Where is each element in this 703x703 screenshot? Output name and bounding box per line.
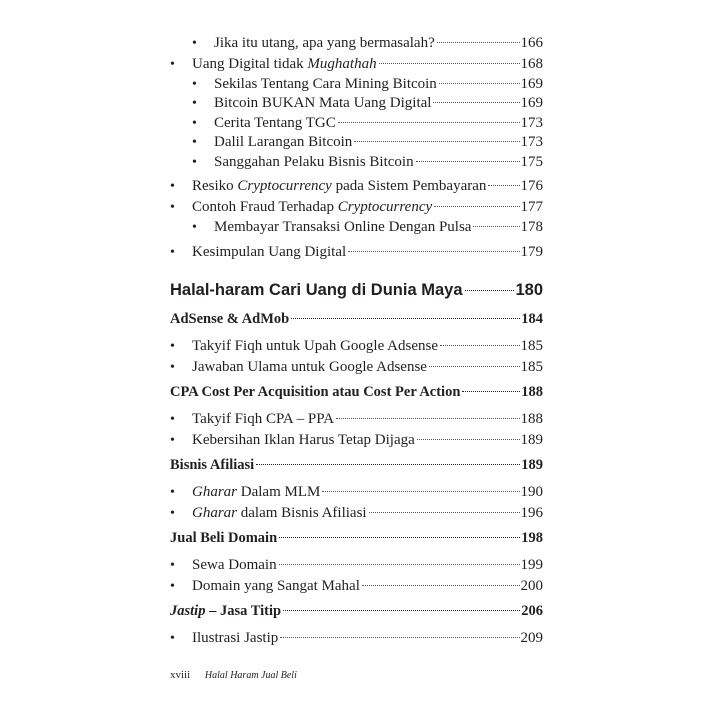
toc-entry-title — [170, 279, 463, 301]
toc-entry-title — [192, 197, 432, 217]
toc-title-segment: Gharar — [192, 483, 238, 500]
dot-leader — [416, 161, 520, 162]
toc-title-segment: – Jasa Titip — [205, 602, 282, 619]
toc-item — [170, 176, 543, 197]
dot-leader — [362, 585, 520, 586]
toc-title-segment: CPA Cost Per Acquisition atau Cost Per Action — [170, 383, 461, 400]
toc-title-segment: Cryptocurrency — [237, 178, 332, 194]
toc-item — [170, 555, 543, 576]
toc-entry-title — [170, 309, 289, 329]
toc-page-number: 185 — [520, 337, 543, 354]
toc-title-segment: Dalil Larangan Bitcoin — [214, 134, 353, 150]
toc-page-number: 173 — [520, 134, 543, 150]
bullet-icon — [170, 503, 192, 524]
toc-entry-title — [192, 357, 427, 377]
toc-page-number: 179 — [520, 243, 543, 260]
toc-title-segment: Dalam MLM — [237, 483, 321, 500]
dot-leader — [348, 251, 519, 252]
bullet-icon — [170, 114, 214, 134]
dot-leader — [439, 83, 520, 84]
toc-item — [170, 482, 543, 503]
toc-item — [170, 54, 543, 75]
toc-subitem — [170, 114, 543, 134]
toc-item — [170, 628, 543, 649]
bullet-icon — [170, 555, 192, 576]
toc-page-number: 169 — [520, 95, 543, 111]
toc-page-number: 200 — [520, 577, 543, 594]
toc-title-segment: Cerita Tentang TGC — [214, 114, 336, 131]
toc-entry-title — [192, 503, 367, 523]
toc-title-segment: Ilustrasi Jastip — [192, 629, 279, 646]
dot-leader — [437, 42, 520, 43]
toc-item — [170, 357, 543, 378]
dot-leader — [279, 537, 520, 538]
toc-entry-title — [214, 133, 352, 153]
toc-title-segment: Gharar — [192, 504, 238, 521]
toc-subitem — [170, 133, 543, 153]
bullet-icon — [170, 336, 192, 357]
toc-entry-title — [214, 94, 431, 114]
toc-page-number: 199 — [520, 556, 543, 573]
toc-item — [170, 197, 543, 218]
toc-subitem — [170, 75, 543, 95]
page-number: xviii — [170, 669, 191, 681]
toc-page-number: 180 — [515, 280, 543, 299]
bullet-icon — [170, 576, 192, 597]
toc-section — [170, 309, 543, 329]
toc-page-number: 188 — [520, 410, 543, 427]
toc-entry-title — [214, 153, 414, 173]
dot-leader — [488, 185, 519, 186]
toc-item — [170, 576, 543, 597]
toc-entry-title — [192, 555, 277, 575]
toc-title-segment: Jawaban Ulama untuk Google Adsense — [192, 358, 427, 375]
toc-page-number: 190 — [520, 483, 543, 500]
toc-entry-title — [192, 628, 278, 648]
toc-title-segment: Jastip — [170, 602, 206, 619]
bullet-icon — [170, 482, 192, 503]
toc-section — [170, 382, 543, 402]
dot-leader — [338, 122, 520, 123]
bullet-icon — [170, 242, 192, 263]
toc-page-number: 173 — [520, 114, 543, 131]
toc-entry-title — [192, 336, 438, 356]
bullet-icon — [170, 54, 192, 75]
toc-entry-title — [192, 409, 334, 429]
toc-entry-title — [170, 601, 281, 621]
bullet-icon — [170, 176, 192, 197]
toc-title-segment: Membayar Transaksi Online Dengan Pulsa — [214, 219, 472, 235]
toc-title-segment: Jual Beli Domain — [170, 529, 278, 546]
toc-entry-title — [192, 54, 377, 74]
toc-entry-title — [170, 455, 254, 475]
bullet-icon — [170, 75, 214, 95]
dot-leader — [429, 366, 520, 367]
bullet-icon — [170, 218, 214, 238]
toc-page-number: 198 — [521, 529, 543, 546]
toc-title-segment: Takyif Fiqh untuk Upah Google Adsense — [192, 337, 439, 354]
toc-page-number: 176 — [520, 178, 543, 194]
bullet-icon — [170, 34, 214, 54]
dot-leader — [354, 141, 519, 142]
toc-page-number: 189 — [520, 431, 543, 448]
toc-entry-title — [192, 176, 486, 196]
toc-title-segment: Halal-haram Cari Uang di Dunia Maya — [170, 280, 463, 299]
toc-subitem — [170, 153, 543, 173]
toc-page-number: 184 — [521, 310, 543, 327]
toc-title-segment: Sanggahan Pelaku Bisnis Bitcoin — [214, 153, 414, 170]
toc-subitem — [170, 34, 543, 54]
dot-leader — [280, 637, 519, 638]
toc-title-segment: Sekilas Tentang Cara Mining Bitcoin — [214, 75, 437, 92]
toc-title-segment: pada Sistem Pembayaran — [331, 178, 487, 194]
dot-leader — [283, 610, 520, 611]
toc-subitem — [170, 94, 543, 114]
toc-title-segment: Uang Digital tidak — [192, 55, 308, 72]
toc-page-number: 196 — [520, 504, 543, 521]
toc-title-segment: Domain yang Sangat Mahal — [192, 577, 360, 594]
toc-entry-title — [214, 114, 336, 134]
toc-title-segment: Bitcoin BUKAN Mata Uang Digital — [214, 95, 432, 111]
toc-page-number: 175 — [520, 153, 543, 170]
toc-page-number: 209 — [520, 629, 543, 646]
toc-page-number: 166 — [520, 35, 543, 51]
dot-leader — [462, 391, 520, 392]
dot-leader — [279, 564, 520, 565]
toc-section — [170, 455, 543, 475]
bullet-icon — [170, 133, 214, 153]
toc-title-segment: Takyif Fiqh CPA – PPA — [192, 410, 335, 427]
bullet-icon — [170, 357, 192, 378]
toc-item — [170, 409, 543, 430]
toc-title-segment: Kesimpulan Uang Digital — [192, 243, 347, 260]
toc-section — [170, 528, 543, 548]
bullet-icon — [170, 153, 214, 173]
dot-leader — [465, 290, 515, 291]
toc-chapter — [170, 279, 543, 301]
toc-page-number: 185 — [520, 358, 543, 375]
toc-item — [170, 242, 543, 263]
toc-entry-title — [192, 242, 346, 262]
toc-page-number: 169 — [520, 75, 543, 92]
toc-page-number: 188 — [521, 383, 543, 400]
toc-entry-title — [192, 576, 360, 596]
toc-item — [170, 430, 543, 451]
page-footer — [170, 669, 297, 681]
bullet-icon — [170, 409, 192, 430]
toc-title-segment: Jika itu utang, apa yang bermasalah? — [214, 35, 435, 51]
toc-title-segment: Contoh Fraud Terhadap — [192, 199, 338, 215]
dot-leader — [369, 512, 520, 513]
toc-section — [170, 601, 543, 621]
toc-entry-title — [192, 430, 415, 450]
toc-entry-title — [170, 382, 460, 402]
dot-leader — [322, 491, 519, 492]
dot-leader — [379, 63, 520, 64]
toc-entry-title — [214, 34, 435, 54]
dot-leader — [440, 345, 519, 346]
toc-item — [170, 336, 543, 357]
dot-leader — [291, 318, 520, 319]
dot-leader — [473, 226, 519, 227]
running-title: Halal Haram Jual Beli — [204, 670, 297, 681]
toc-title-segment: AdSense & AdMob — [170, 310, 290, 327]
bullet-icon — [170, 628, 192, 649]
toc-page-number: 178 — [520, 219, 543, 235]
toc-page-number: 189 — [521, 456, 543, 473]
bullet-icon — [170, 94, 214, 114]
dot-leader — [433, 102, 519, 103]
dot-leader — [256, 464, 520, 465]
toc-title-segment: Cryptocurrency — [337, 199, 433, 215]
toc-subitem — [170, 218, 543, 238]
toc-entry-title — [192, 482, 320, 502]
bullet-icon — [170, 430, 192, 451]
toc-title-segment: Resiko — [192, 178, 238, 194]
toc-entry-title — [214, 75, 437, 95]
toc-title-segment: Sewa Domain — [192, 556, 277, 573]
dot-leader — [336, 418, 519, 419]
dot-leader — [417, 439, 520, 440]
toc-entry-title — [214, 218, 471, 238]
toc-title-segment: Mughathah — [307, 55, 377, 72]
toc-title-segment: Bisnis Afiliasi — [170, 456, 255, 473]
bullet-icon — [170, 197, 192, 218]
toc-title-segment: Kebersihan Iklan Harus Tetap Dijaga — [192, 431, 415, 448]
table-of-contents — [170, 34, 543, 649]
toc-item — [170, 503, 543, 524]
toc-page-number: 168 — [520, 55, 543, 72]
toc-entry-title — [170, 528, 277, 548]
toc-page-number: 177 — [520, 199, 543, 215]
toc-title-segment: dalam Bisnis Afiliasi — [237, 504, 367, 521]
dot-leader — [434, 206, 519, 207]
toc-page-number: 206 — [521, 602, 543, 619]
